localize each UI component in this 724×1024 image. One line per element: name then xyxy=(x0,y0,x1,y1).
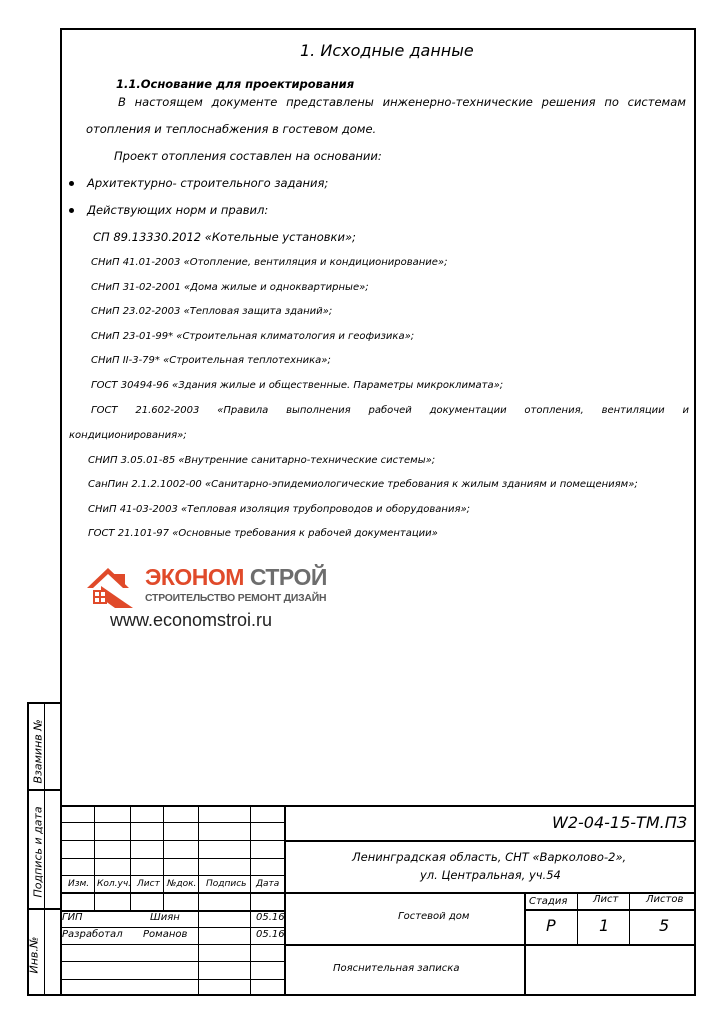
norm-item: СНиП 23-01-99* «Строительная климатология и геофизика»; xyxy=(91,331,415,342)
grid-line xyxy=(60,927,284,928)
grid-line xyxy=(250,805,251,996)
word: документе xyxy=(211,95,278,109)
header-izm: Изм. xyxy=(68,879,90,889)
norm-item: СанПин 2.1.2.1002-00 «Санитарно-эпидемиологические требования к жилым зданиям и помещениям»; xyxy=(88,479,638,490)
logo-name xyxy=(145,566,327,589)
header-list: Лист xyxy=(137,879,160,889)
block-line xyxy=(577,892,578,944)
bullet-item: Архитектурно- строительного задания; xyxy=(87,176,329,190)
object-name: Гостевой дом xyxy=(398,911,470,922)
grid-line xyxy=(198,805,199,996)
date-developer: 05.16 xyxy=(256,929,285,940)
grid-line xyxy=(60,944,284,945)
grid-line xyxy=(60,875,284,876)
word: документации xyxy=(429,405,507,416)
header-data: Дата xyxy=(256,879,280,889)
section-heading: 1. Исходные данные xyxy=(300,41,474,60)
name-developer: Романов xyxy=(143,929,188,940)
norm-item: СНиП 23.02-2003 «Тепловая защита зданий»; xyxy=(91,306,333,317)
block-line xyxy=(629,892,630,944)
gost-line-2: кондиционирования»; xyxy=(69,430,187,441)
norm-item: СП 89.13330.2012 «Котельные установки»; xyxy=(93,230,356,244)
header-ndok: №док. xyxy=(167,879,197,889)
grid-line xyxy=(60,858,284,859)
grid-line xyxy=(60,840,284,841)
header-podpis: Подпись xyxy=(206,879,247,889)
norm-item: СНИП 3.05.01-85 «Внутренние санитарно-технические системы»; xyxy=(88,455,436,466)
document-code: W2-04-15-ТМ.ПЗ xyxy=(552,813,687,832)
date-gip: 05.16 xyxy=(256,912,285,923)
intro-line-2: отопления и теплоснабжения в гостевом доме. xyxy=(86,122,377,136)
bullet-dot xyxy=(69,181,74,186)
subsection-heading: 1.1.Основание для проектирования xyxy=(116,77,355,91)
word: системам xyxy=(627,95,686,109)
word: по xyxy=(604,95,619,109)
header-stadia: Стадия xyxy=(529,896,568,907)
sheets-value: 5 xyxy=(659,916,670,935)
gost-line-1 xyxy=(91,406,689,416)
role-gip: ГИП xyxy=(62,912,83,923)
header-sheet: Лист xyxy=(593,894,619,905)
bullet-item: Действующих норм и правил: xyxy=(87,203,269,217)
block-line xyxy=(284,840,696,842)
logo-name-part2: СТРОЙ xyxy=(249,564,327,590)
norm-item: СНиП 31-02-2001 «Дома жилые и одноквартирные»; xyxy=(91,282,369,293)
logo-tagline: СТРОИТЕЛЬСТВО РЕМОНТ ДИЗАЙН xyxy=(145,593,327,604)
stage-value: Р xyxy=(546,916,556,935)
word: ГОСТ xyxy=(91,405,118,416)
word: настоящем xyxy=(134,95,203,109)
side-strip-sep xyxy=(27,789,62,791)
grid-line xyxy=(60,961,284,962)
grid-line xyxy=(60,892,284,894)
address-line-1: Ленинградская область, СНТ «Варколово-2», xyxy=(352,850,627,864)
intro-line-1 xyxy=(118,97,686,109)
header-sheets: Листов xyxy=(646,894,684,905)
norm-item: СНиП 41-03-2003 «Тепловая изоляция трубопроводов и оборудования»; xyxy=(88,504,471,515)
role-developer: Разработал xyxy=(62,929,123,940)
word: выполнения xyxy=(286,405,351,416)
address-line-2: ул. Центральная, уч.54 xyxy=(420,868,561,882)
word: решения xyxy=(541,95,596,109)
logo-url: www.economstroi.ru xyxy=(110,610,273,630)
block-line xyxy=(524,892,526,996)
side-strip-sep xyxy=(27,908,62,910)
side-label-inv: Инв.№ xyxy=(27,936,41,974)
norm-item: СНиП II-3-79* «Строительная теплотехника»; xyxy=(91,355,331,366)
norm-item: СНиП 41.01-2003 «Отопление, вентиляция и кондиционирование»; xyxy=(91,257,448,268)
header-kol: Кол.уч. xyxy=(97,879,132,889)
name-gip: Шиян xyxy=(150,912,180,923)
title-block-divider xyxy=(284,805,286,996)
word: 21.602-2003 xyxy=(135,405,200,416)
side-label-vzamin: Взаминв № xyxy=(31,719,45,784)
grid-line xyxy=(60,822,284,823)
sheet-name: Пояснительная записка xyxy=(333,963,460,974)
basis-intro: Проект отопления составлен на основании: xyxy=(114,149,382,163)
norm-item: ГОСТ 30494-96 «Здания жилые и общественные. Параметры микроклимата»; xyxy=(91,380,504,391)
block-line xyxy=(284,892,696,894)
logo-name-part1: ЭКОНОМ xyxy=(145,564,244,590)
word: рабочей xyxy=(368,405,412,416)
title-block-top xyxy=(60,805,696,807)
sheet-value: 1 xyxy=(599,916,610,935)
word: инженерно-технические xyxy=(382,95,533,109)
word: вентиляции xyxy=(601,405,665,416)
block-line xyxy=(524,909,696,911)
grid-line xyxy=(60,979,284,980)
word: В xyxy=(118,95,126,109)
word: представлены xyxy=(286,95,374,109)
side-label-podpis: Подпись и дата xyxy=(31,806,45,898)
norm-item: ГОСТ 21.101-97 «Основные требования к рабочей документации» xyxy=(88,528,438,539)
bullet-dot xyxy=(69,208,74,213)
word: отопления, xyxy=(524,405,584,416)
word: и xyxy=(682,405,689,416)
house-logo-icon xyxy=(87,568,133,608)
word: «Правила xyxy=(217,405,269,416)
block-line xyxy=(284,944,696,946)
